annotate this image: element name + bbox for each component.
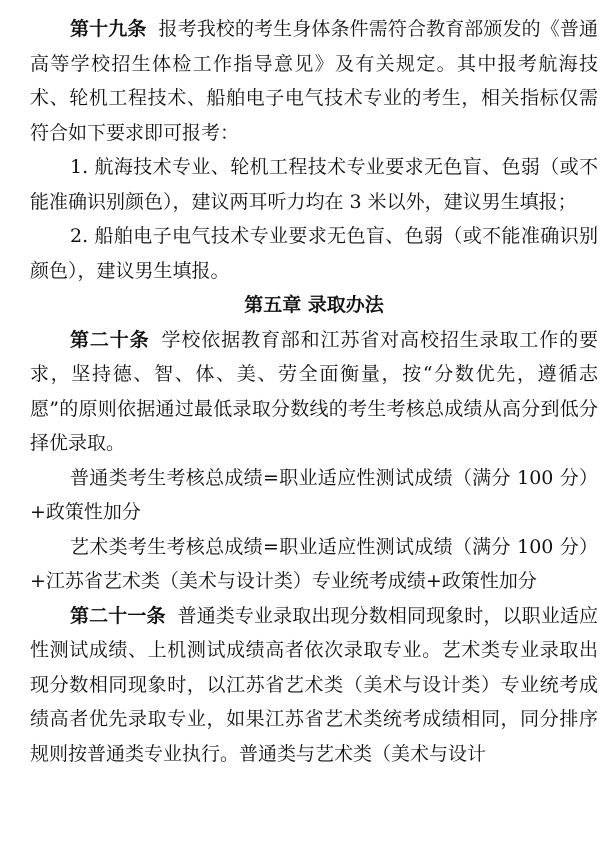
article-19-item-1: 1. 航海技术专业、轮机工程技术专业要求无色盲、色弱（或不能准确识别颜色），建议两耳听力均在 3 米以外，建议男生填报； [30,156,598,213]
article-21-label: 第二十一条 [70,604,166,627]
article-19-label: 第十九条 [70,18,147,40]
article-19-text: 报考我校的考生身体条件需符合教育部颁发的《普通高等学校招生体检工作指导意见》及有关规定。其中报考航海技术、轮机工程技术、船舶电子电气技术专业的考生，相关指标仅需符合如下要求即可报考： [30,18,598,144]
formula-general: 普通类考生考核总成绩=职业适应性测试成绩（满分 100 分）+政策性加分 [30,466,598,523]
article-21-text: 普通类专业录取出现分数相同现象时，以职业适应性测试成绩、上机测试成绩高者依次录取专业。艺术类专业录取出现分数相同现象时，以江苏省艺术类（美术与设计类）专业统考成绩高者优先录取专业，如果江苏省艺术类统考成绩相同，同分排序规则按普通类专业执行。普通类与艺术类（美术与设计 [30,604,598,765]
article-20-paragraph [30,323,598,461]
formula-art: 艺术类考生考核总成绩=职业适应性测试成绩（满分 100 分）+江苏省艺术类（美术与设计类）专业统考成绩+政策性加分 [30,535,598,592]
article-20-text: 学校依据教育部和江苏省对高校招生录取工作的要求，坚持德、智、体、美、劳全面衡量，按“分数优先，遵循志愿”的原则依据通过最低录取分数线的考生考核总成绩从高分到低分择优录取。 [30,328,598,454]
chapter-5-heading: 第五章 录取办法 [244,294,384,316]
article-19-paragraph [30,12,598,150]
article-20-label: 第二十条 [70,328,150,351]
article-21-paragraph [30,599,598,772]
article-19-item-2: 2. 船舶电子电气技术专业要求无色盲、色弱（或不能准确识别颜色），建议男生填报。 [30,225,598,282]
